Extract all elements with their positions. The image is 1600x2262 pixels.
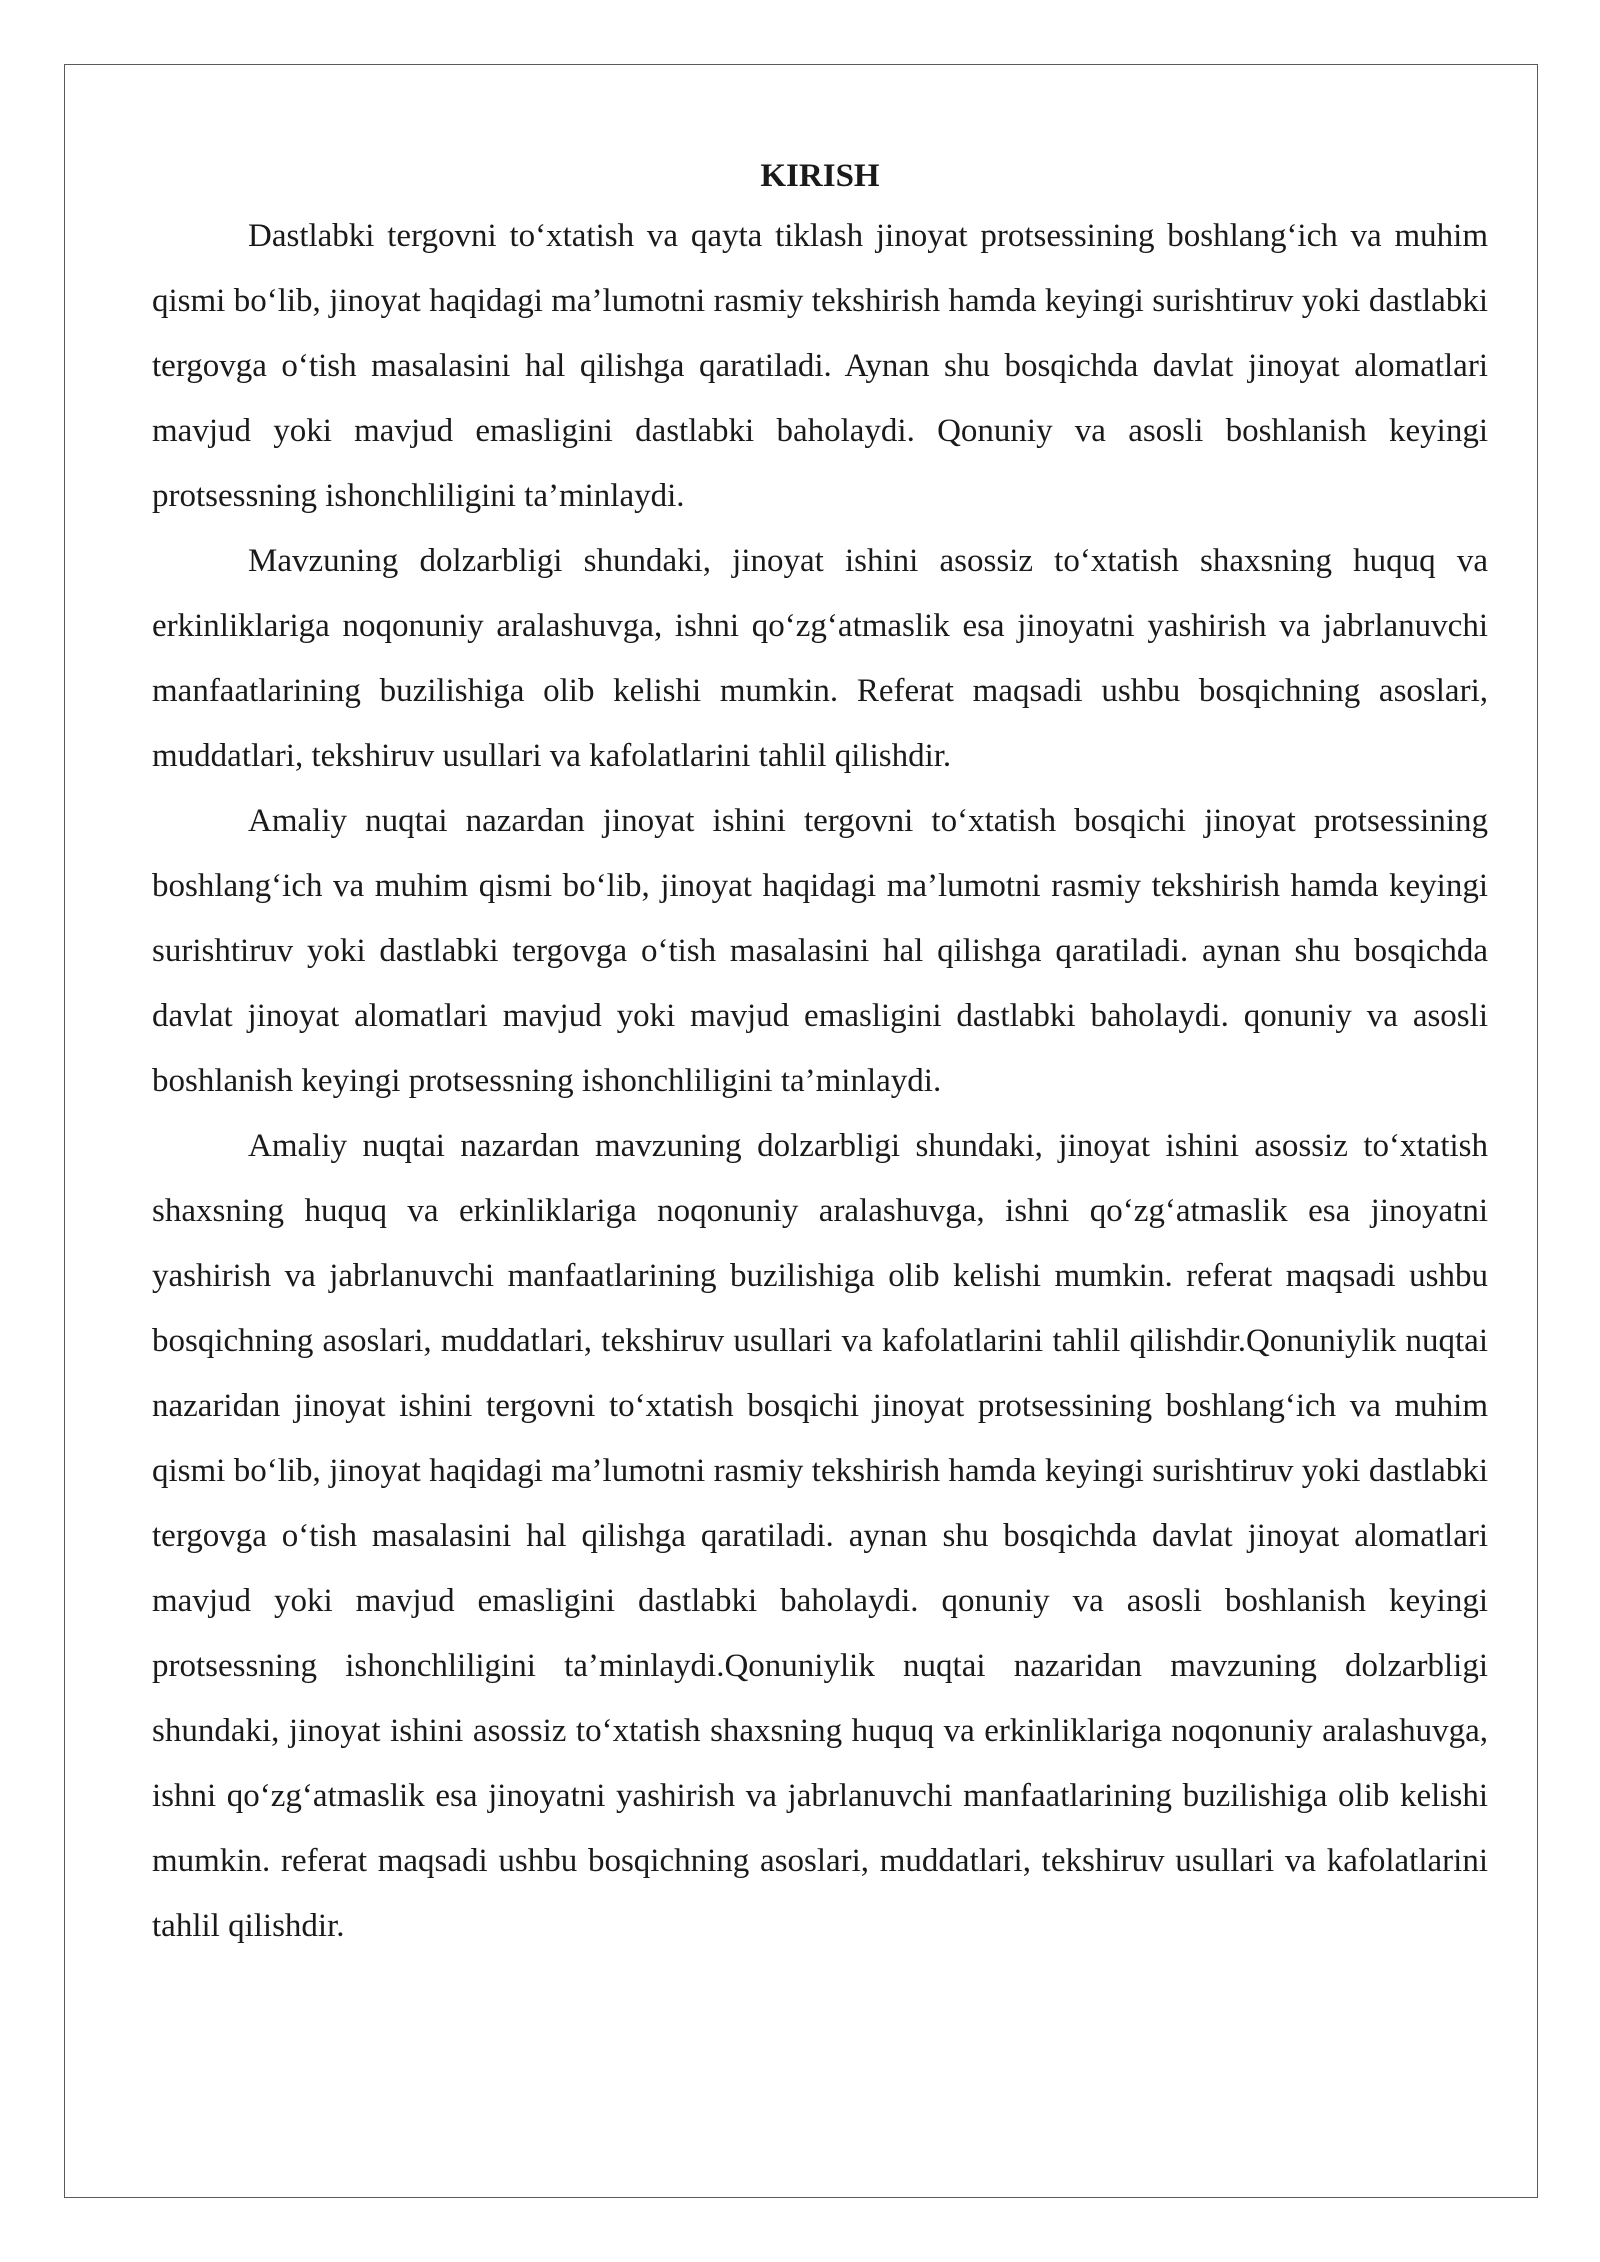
document-title: KIRISH [760,158,880,194]
paragraph-1: Dastlabki tergovni to‘xtatish va qayta tiklash jinoyat protsessining boshlang‘ich va muhim qismi bo‘lib, jinoyat haqidagi ma’lumotni rasmiy tekshirish hamda keyingi surishtiruv yoki dastlabki tergovga o‘tish masalasini hal qilishga qaratiladi. Aynan shu bosqichda davlat jinoyat alomatlari mavjud yoki mavjud emasligini dastlabki baholaydi. Qonuniy va asosli boshlanish keyingi protsessning ishonchliligini ta’minlaydi. [152,218,1488,514]
paragraph-4: Amaliy nuqtai nazardan mavzuning dolzarbligi shundaki, jinoyat ishini asossiz to‘xtatish shaxsning huquq va erkinliklariga noqonuniy aralashuvga, ishni qo‘zg‘atmaslik esa jinoyatni yashirish va jabrlanuvchi manfaatlarining buzilishiga olib kelishi mumkin. referat maqsadi ushbu bosqichning asoslari, muddatlari, tekshiruv usullari va kafolatlarini tahlil qilishdir.Qonuniylik nuqtai nazaridan jinoyat ishini tergovni to‘xtatish bosqichi jinoyat protsessining boshlang‘ich va muhim qismi bo‘lib, jinoyat haqidagi ma’lumotni rasmiy tekshirish hamda keyingi surishtiruv yoki dastlabki tergovga o‘tish masalasini hal qilishga qaratiladi. aynan shu bosqichda davlat jinoyat alomatlari mavjud yoki mavjud emasligini dastlabki baholaydi. qonuniy va asosli boshlanish keyingi protsessning ishonchliligini ta’minlaydi.Qonuniylik nuqtai nazaridan mavzuning dolzarbligi shundaki, jinoyat ishini asossiz to‘xtatish shaxsning huquq va erkinliklariga noqonuniy aralashuvga, ishni qo‘zg‘atmaslik esa jinoyatni yashirish va jabrlanuvchi manfaatlarining buzilishiga olib kelishi mumkin. referat maqsadi ushbu bosqichning asoslari, muddatlari, tekshiruv usullari va kafolatlarini tahlil qilishdir. [152,1128,1488,1944]
paragraph-2: Mavzuning dolzarbligi shundaki, jinoyat ishini asossiz to‘xtatish shaxsning huquq va erkinliklariga noqonuniy aralashuvga, ishni qo‘zg‘atmaslik esa jinoyatni yashirish va jabrlanuvchi manfaatlarining buzilishiga olib kelishi mumkin. Referat maqsadi ushbu bosqichning asoslari, muddatlari, tekshiruv usullari va kafolatlarini tahlil qilishdir. [152,543,1488,774]
document-body [152,148,1488,1959]
paragraph-3: Amaliy nuqtai nazardan jinoyat ishini tergovni to‘xtatish bosqichi jinoyat protsessining boshlang‘ich va muhim qismi bo‘lib, jinoyat haqidagi ma’lumotni rasmiy tekshirish hamda keyingi surishtiruv yoki dastlabki tergovga o‘tish masalasini hal qilishga qaratiladi. aynan shu bosqichda davlat jinoyat alomatlari mavjud yoki mavjud emasligini dastlabki baholaydi. qonuniy va asosli boshlanish keyingi protsessning ishonchliligini ta’minlaydi. [152,803,1488,1099]
